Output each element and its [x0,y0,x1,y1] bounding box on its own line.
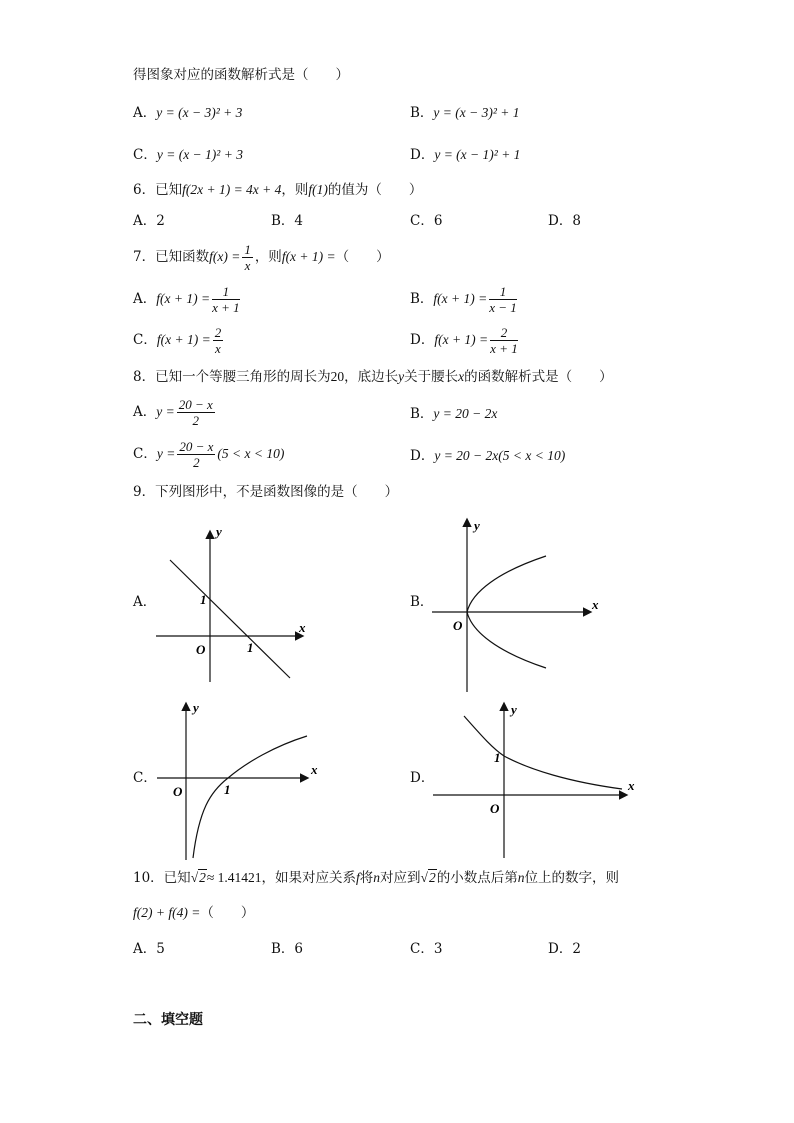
q6-option-c: C．6 [410,213,443,229]
x-intercept-label: 1 [224,782,231,797]
q8-option-a: A．y = $\frac{20 - x}{2}$ [133,397,213,428]
q10-stem-line2: f(2) + f(4) =（ ） [133,905,255,921]
y-intercept-label: 1 [494,750,501,765]
q5-option-a: A．y = (x − 3)² + 3 [133,105,243,121]
x-label: x [311,762,318,777]
q8-option-d: D．y = 20 − 2x(5 < x < 10) [410,448,566,464]
q10-stem: 10．已知√2≈ 1.41421，如果对应关系f将n对应到√2的小数点后第n位上的数字，则 [133,870,619,886]
y-label: y [511,702,517,717]
q7-option-d: D．f(x + 1) = $\frac{2}{x + 1}$ [410,325,518,356]
x-label: x [592,597,599,612]
q7-stem: 7．已知函数f(x) = $\frac{1}{x}$ ，则f(x + 1) =（ ） [133,242,390,273]
y-label: y [193,700,199,715]
q8-option-c: C．y = $\frac{20 - x}{2}$ (5 < x < 10) [133,439,285,470]
q10-option-a: A．5 [133,941,165,957]
q7-option-b: B．f(x + 1) = $\frac{1}{x - 1}$ [410,284,517,315]
q9-label-d: D． [410,770,435,786]
decay-curve [464,716,622,789]
origin-label: O [453,618,463,633]
x-label: x [628,778,635,793]
y-label: y [474,518,480,533]
graph-a [150,520,315,685]
q9-label-a: A． [133,594,157,610]
q9-label-c: C． [133,770,157,786]
q10-option-b: B．6 [271,941,304,957]
graph-c [155,700,325,862]
origin-label: O [173,784,183,799]
q6-option-d: D．8 [548,213,581,229]
log-curve [193,736,307,858]
q7-option-a: A．f(x + 1) = $\frac{1}{x + 1}$ [133,284,240,315]
origin-label: O [196,642,206,657]
graph-b [428,514,638,696]
q6-option-b: B．4 [271,213,304,229]
q7-option-c: C．f(x + 1) = $\frac{2}{x}$ [133,325,222,356]
graph-d [430,700,642,860]
question-intro: 得图象对应的函数解析式是（ ） [133,67,349,83]
q10-option-d: D．2 [548,941,581,957]
q8-stem: 8．已知一个等腰三角形的周长为20，底边长y关于腰长x的函数解析式是（ ） [133,369,613,385]
q8-option-b: B．y = 20 − 2x [410,406,498,422]
x-intercept-label: 1 [247,640,254,655]
x-label: x [299,620,306,635]
y-intercept-label: 1 [200,592,207,607]
q5-option-c: C．y = (x − 1)² + 3 [133,147,243,163]
q6-stem: 6．已知f(2x + 1) = 4x + 4，则f(1)的值为（ ） [133,182,423,198]
q6-option-a: A．2 [133,213,165,229]
q10-option-c: C．3 [410,941,443,957]
line-curve [170,560,290,678]
q5-option-d: D．y = (x − 1)² + 1 [410,147,521,163]
y-label: y [216,524,222,539]
origin-label: O [490,801,500,816]
q9-label-b: B． [410,594,434,610]
section-title: 二、填空题 [133,1012,203,1028]
q5-option-b: B．y = (x − 3)² + 1 [410,105,520,121]
q9-stem: 9．下列图形中，不是函数图像的是（ ） [133,484,399,500]
